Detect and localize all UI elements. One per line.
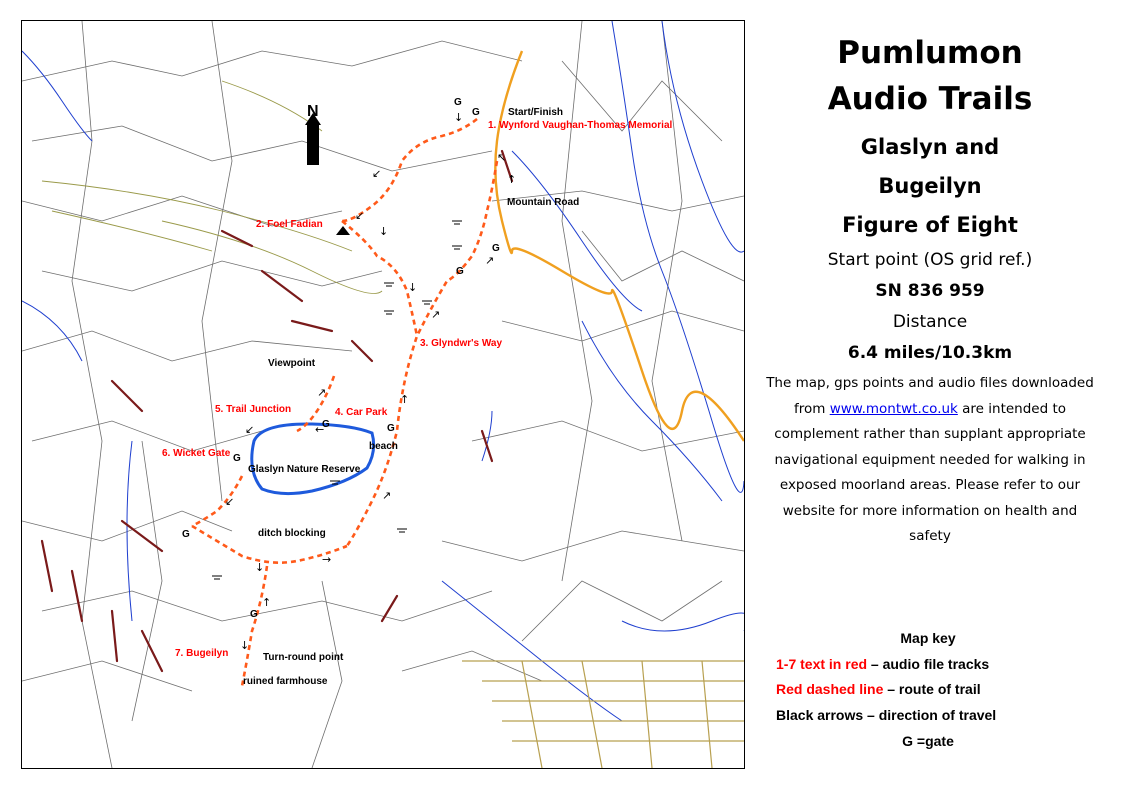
svg-text:↙: ↙: [245, 423, 255, 436]
key-row-audio: [776, 652, 1080, 678]
distance-label: Distance: [892, 312, 968, 332]
gate-marker: G: [472, 107, 480, 118]
key-route-red: Red dashed line: [776, 681, 884, 698]
svg-text:↓: ↓: [454, 111, 464, 124]
label-viewpoint: Viewpoint: [268, 358, 316, 369]
label-glaslyn-reserve: Glaslyn Nature Reserve: [248, 464, 361, 475]
field-boundaries: [22, 21, 744, 768]
gate-marker: G: [322, 419, 330, 430]
grid-reference: SN 836 959: [875, 281, 985, 301]
gate-marker: G: [454, 97, 462, 108]
disclaimer-text-1: The map, gps points and audio files downloaded from: [766, 375, 1094, 417]
svg-text:↓: ↓: [408, 281, 418, 294]
gate-marker: G: [456, 266, 464, 277]
settlement: [462, 661, 744, 768]
contour-lines: [42, 81, 382, 294]
gate-marker: G: [492, 243, 500, 254]
gate-marker: G: [250, 609, 258, 620]
svg-text:←: ←: [315, 423, 325, 436]
svg-text:↙: ↙: [225, 495, 235, 508]
svg-text:↑: ↑: [262, 596, 272, 609]
map-key-heading: Map key: [900, 630, 956, 646]
gate-marker: G: [387, 423, 395, 434]
key-row-route: [776, 677, 1080, 703]
svg-text:↓: ↓: [379, 225, 389, 238]
subtitle-line-2: Bugeilyn: [878, 174, 982, 198]
disclaimer-text-2: are intended to complement rather than supplant appropriate navigational equipment needed for walking in exposed moorland areas. Please refer to our website for more information on health and safety: [774, 400, 1086, 544]
label-beach: beach: [369, 441, 398, 452]
svg-text:↗: ↗: [317, 386, 327, 399]
label-start-finish: Start/Finish: [508, 107, 564, 118]
disclaimer-paragraph: [760, 371, 1100, 550]
north-label: N: [307, 103, 319, 120]
label-2-foel-fadian: 2. Foel Fadian: [256, 219, 323, 230]
key-row-arrows: Black arrows – direction of travel: [776, 707, 997, 724]
svg-text:↑: ↑: [400, 393, 410, 406]
map-key: [776, 626, 1080, 755]
label-ditch-blocking: ditch blocking: [258, 528, 326, 539]
label-mountain-road: Mountain Road: [507, 197, 580, 208]
subtitle-line-3: Figure of Eight: [842, 213, 1018, 237]
key-audio-red: 1-7 text in red: [776, 655, 868, 672]
svg-text:↙: ↙: [372, 167, 382, 180]
svg-text:↗: ↗: [485, 254, 495, 267]
distance-value: 6.4 miles/10.3km: [847, 343, 1013, 363]
map-frame: [21, 20, 745, 769]
label-5-trail-junction: 5. Trail Junction: [215, 404, 292, 415]
label-3-glyndwrs-way: 3. Glyndwr's Way: [420, 338, 503, 349]
svg-text:↗: ↗: [431, 308, 441, 321]
label-4-car-park: 4. Car Park: [335, 407, 388, 418]
svg-text:→: →: [322, 553, 332, 566]
marsh-symbols: [212, 221, 462, 579]
glaslyn-lake: [252, 424, 374, 494]
svg-text:↓: ↓: [255, 561, 265, 574]
key-audio-desc: – audio file tracks: [867, 655, 990, 672]
label-6-wicket-gate: 6. Wicket Gate: [162, 448, 231, 459]
gate-markers: [182, 97, 503, 620]
gate-marker: G: [182, 529, 190, 540]
title-line-1: Pumlumon: [837, 35, 1023, 71]
website-link[interactable]: www.montwt.co.uk: [829, 400, 958, 417]
label-7-bugeilyn: 7. Bugeilyn: [175, 648, 229, 659]
svg-text:↖: ↖: [497, 151, 507, 164]
north-arrow: [305, 103, 321, 165]
label-ruined-farmhouse: ruined farmhouse: [243, 676, 328, 687]
trail-route: [192, 119, 497, 686]
key-row-gate: G =gate: [902, 732, 954, 749]
key-route-desc: – route of trail: [883, 681, 981, 698]
gate-marker: G: [233, 453, 241, 464]
route-map: [22, 21, 744, 768]
info-panel: [760, 30, 1100, 550]
svg-text:↓: ↓: [240, 639, 250, 652]
svg-text:↙: ↙: [355, 209, 365, 222]
subtitle-line-1: Glaslyn and: [860, 135, 1000, 159]
svg-text:↑: ↑: [507, 173, 517, 186]
title-line-2: Audio Trails: [827, 81, 1033, 117]
label-turn-round: Turn-round point: [263, 652, 344, 663]
summit-marker: [336, 226, 350, 235]
direction-arrows: [225, 111, 516, 652]
label-1-memorial: 1. Wynford Vaughan-Thomas Memorial: [488, 120, 673, 131]
start-point-label: Start point (OS grid ref.): [827, 250, 1033, 270]
svg-text:↗: ↗: [382, 489, 392, 502]
